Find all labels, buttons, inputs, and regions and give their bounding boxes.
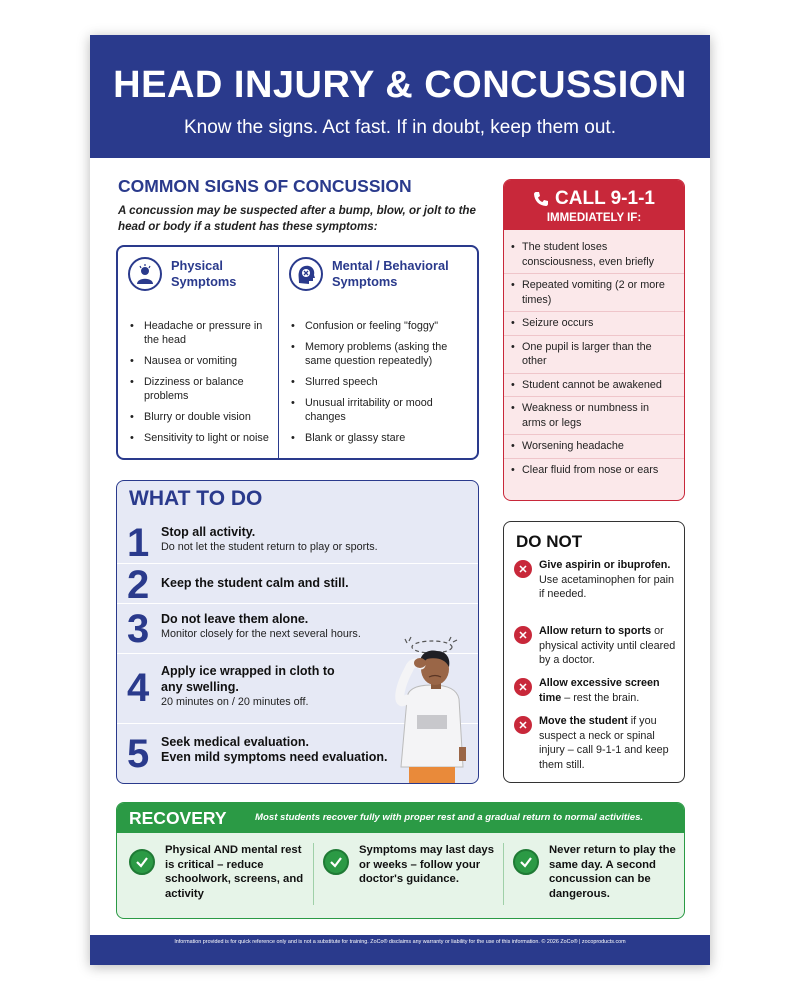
physical-symptoms-title: Physical Symptoms	[171, 258, 237, 289]
step-heading: Do not leave them alone.	[161, 612, 309, 626]
call-911-title: CALL 9-1-1	[555, 188, 655, 209]
do-not-title: DO NOT	[516, 532, 583, 551]
do-not-item	[514, 676, 680, 705]
what-to-do-title: WHAT TO DO	[129, 487, 263, 510]
close-icon: ✕	[514, 626, 532, 644]
step-number: 4	[127, 666, 150, 710]
do-not-detail: or physical activity until cleared by a doctor.	[539, 625, 676, 666]
what-to-do-box	[116, 480, 479, 784]
do-not-item	[514, 558, 680, 602]
mental-symptoms-title: Mental / Behavioral Symptoms	[332, 258, 449, 289]
call-911-subtitle: IMMEDIATELY IF:	[546, 212, 642, 224]
divider	[313, 843, 314, 905]
step-2	[117, 563, 479, 607]
call-911-box	[503, 179, 685, 501]
recovery-box	[116, 802, 685, 919]
recovery-header	[117, 803, 684, 833]
poster	[90, 35, 710, 965]
do-not-item	[514, 714, 680, 772]
header-banner	[90, 35, 710, 158]
recovery-item	[129, 843, 309, 901]
do-not-box	[503, 521, 685, 783]
step-detail: 20 minutes on / 20 minutes off.	[161, 696, 309, 708]
footer-disclaimer: Information provided is for quick reference only and is not a substitute for training. ZoCo® disclaims any warranty or liability for the use of this information. © 2026 ZoCo® | zocoproducts.com	[174, 939, 626, 945]
step-number: 3	[127, 607, 150, 651]
do-not-item	[514, 624, 680, 668]
list-item: • Clear fluid from nose or ears	[504, 459, 684, 482]
do-not-text	[539, 714, 680, 772]
step-heading: Apply ice wrapped in cloth to any swelling.	[161, 664, 335, 694]
dizzy-student-illustration	[387, 629, 477, 784]
recovery-text: Never return to play the same day. A second concussion can be dangerous.	[549, 844, 676, 900]
list-item: • Worsening headache	[504, 435, 684, 459]
list-item: • Slurred speech	[291, 375, 471, 389]
physical-symptoms-column	[118, 247, 278, 458]
list-item: • Blurry or double vision	[130, 410, 270, 424]
do-not-text	[539, 676, 680, 705]
do-not-bold: Move the student	[539, 715, 628, 727]
step-text	[161, 611, 401, 641]
step-detail: Monitor closely for the next several hours.	[161, 628, 361, 640]
list-item: • Nausea or vomiting	[130, 354, 270, 368]
close-icon: ✕	[514, 560, 532, 578]
list-item: • The student loses consciousness, even briefly	[504, 236, 684, 274]
brain-head-icon	[289, 257, 323, 291]
physical-symptoms-list	[130, 319, 270, 452]
call-911-list	[504, 230, 684, 481]
list-item: • Seizure occurs	[504, 312, 684, 336]
step-detail: Even mild symptoms need evaluation.	[161, 750, 388, 764]
mental-symptoms-column	[278, 247, 477, 458]
step-detail: Do not let the student return to play or sports.	[161, 541, 378, 553]
step-number: 2	[127, 563, 150, 607]
do-not-bold: Allow return to sports	[539, 625, 652, 637]
do-not-detail: if you suspect a neck or spinal injury – call 9-1-1 and keep them still.	[539, 715, 669, 771]
person-icon	[128, 257, 162, 291]
signs-intro: A concussion may be suspected after a bump, blow, or jolt to the head or body if a student has these symptoms:	[118, 204, 476, 233]
list-item: • Memory problems (asking the same question repeatedly)	[291, 340, 471, 368]
step-heading: Seek medical evaluation.	[161, 735, 309, 749]
step-text	[161, 575, 461, 591]
list-item: • Weakness or numbness in arms or legs	[504, 397, 684, 435]
check-icon	[129, 849, 155, 875]
do-not-bold: Allow excessive screen time	[539, 677, 660, 704]
recovery-title: RECOVERY	[129, 808, 227, 828]
list-item: • Sensitivity to light or noise	[130, 431, 270, 445]
tagline: Know the signs. Act fast. If in doubt, keep them out.	[184, 117, 616, 138]
physical-symptoms-header	[128, 257, 241, 291]
step-text	[161, 734, 391, 765]
mental-symptoms-list	[291, 319, 471, 452]
list-item: • One pupil is larger than the other	[504, 336, 684, 374]
divider	[503, 843, 504, 905]
page-title: HEAD INJURY & CONCUSSION	[113, 64, 687, 106]
do-not-detail: – rest the brain.	[561, 691, 640, 704]
list-item: • Unusual irritability or mood changes	[291, 396, 471, 424]
step-heading: Keep the student calm and still.	[161, 576, 349, 590]
recovery-text: Physical AND mental rest is critical – reduce schoolwork, screens, and activity	[165, 844, 304, 900]
step-heading: Stop all activity.	[161, 525, 256, 539]
recovery-text: Symptoms may last days or weeks – follow your doctor's guidance.	[359, 844, 494, 885]
signs-title: COMMON SIGNS OF CONCUSSION	[118, 176, 412, 196]
recovery-item	[513, 843, 681, 901]
mental-symptoms-header	[289, 257, 472, 291]
do-not-text	[539, 624, 680, 668]
list-item: • Headache or pressure in the head	[130, 319, 270, 347]
recovery-note: Most students recover fully with proper rest and a gradual return to normal activities.	[255, 812, 644, 823]
list-item: • Confusion or feeling "foggy"	[291, 319, 471, 333]
step-1	[117, 519, 479, 563]
list-item: • Student cannot be awakened	[504, 374, 684, 398]
call-911-header	[504, 180, 684, 230]
call-911-title-row	[504, 180, 684, 210]
phone-icon	[533, 191, 549, 207]
recovery-item	[323, 843, 503, 887]
check-icon	[513, 849, 539, 875]
step-number: 5	[127, 732, 150, 776]
step-text	[161, 663, 346, 709]
do-not-text	[539, 558, 680, 602]
step-number: 1	[127, 521, 150, 565]
symptoms-box	[116, 245, 479, 460]
do-not-detail: Use acetaminophen for pain if needed.	[539, 573, 675, 600]
do-not-bold: Give aspirin or ibuprofen.	[539, 559, 671, 571]
list-item: • Repeated vomiting (2 or more times)	[504, 274, 684, 312]
close-icon: ✕	[514, 678, 532, 696]
footer	[90, 935, 710, 965]
list-item: • Dizziness or balance problems	[130, 375, 270, 403]
list-item: • Blank or glassy stare	[291, 431, 471, 445]
close-icon: ✕	[514, 716, 532, 734]
step-text	[161, 524, 461, 554]
check-icon	[323, 849, 349, 875]
